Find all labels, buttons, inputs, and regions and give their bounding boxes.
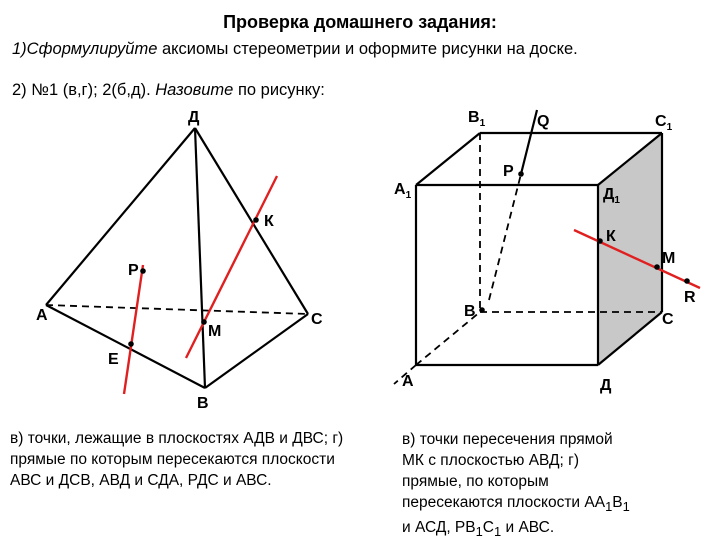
- caption-right-line-3: прямые, по которым: [402, 473, 549, 490]
- cube-label-k: К: [606, 228, 616, 245]
- pyramid-point-e: [128, 341, 134, 347]
- cube-right-face: [598, 133, 662, 365]
- task-1-rest: аксиомы стереометрии и оформите рисунки на доске.: [157, 40, 578, 58]
- cube-label-p: Р: [503, 163, 514, 180]
- cube-point-k: [597, 238, 603, 244]
- pyramid-edge-da: [46, 128, 195, 305]
- cube-label-d1: $Д_1$: [603, 186, 620, 206]
- cube-point-m: [654, 264, 660, 270]
- caption-right-line-4: пересекаются плоскости $АА_1В_1$: [402, 494, 630, 515]
- cube-label-b1: $В_1$: [468, 109, 486, 129]
- pyramid-label-a: А: [36, 307, 48, 324]
- pyramid-edge-ab: [46, 305, 205, 388]
- cube-point-b: [479, 307, 485, 313]
- task-2-italic: Назовите: [155, 81, 234, 99]
- cube-label-c: С: [662, 311, 674, 328]
- cube-line-pq: [521, 110, 537, 174]
- pyramid-points: [128, 217, 259, 347]
- cube-label-m: М: [662, 250, 676, 267]
- pyramid-point-k: [253, 217, 259, 223]
- pyramid-edge-db: [195, 128, 205, 388]
- pyramid-figure: [46, 128, 308, 388]
- task-2-start: 2) №1 (в,г); 2(б,д).: [12, 81, 156, 99]
- cube-label-d: Д: [600, 377, 612, 394]
- cube-label-q: Q: [537, 113, 550, 130]
- page-title: Проверка домашнего задания:: [223, 12, 497, 32]
- pyramid-point-p: [140, 268, 146, 274]
- pyramid-label-e: Е: [108, 351, 119, 368]
- cube-line-pq-hidden: [489, 174, 521, 300]
- cube-label-a1: $А_1$: [394, 181, 412, 201]
- caption-right-line-1: в) точки пересечения прямой: [402, 431, 613, 448]
- cube-label-b: В: [464, 303, 476, 320]
- task-1-italic: 1)Сформулируйте: [12, 40, 158, 58]
- caption-right: [402, 429, 702, 542]
- pyramid-edge-ac-hidden: [46, 305, 308, 314]
- pyramid-point-m: [201, 319, 207, 325]
- pyramid-label-p: Р: [128, 262, 139, 279]
- pyramid-red-line-pe: [124, 265, 143, 394]
- caption-right-line-2: МК с плоскостью АВД; г): [402, 452, 579, 469]
- cube-point-r: [684, 278, 690, 284]
- pyramid-edge-dc: [195, 128, 308, 314]
- pyramid-label-c: С: [311, 311, 323, 328]
- pyramid-labels: [36, 109, 323, 412]
- cube-label-c1: $С_1$: [655, 113, 673, 133]
- cube-point-p: [518, 171, 524, 177]
- pyramid-label-d: Д: [188, 109, 200, 126]
- pyramid-label-m: М: [208, 323, 222, 340]
- pyramid-label-b: В: [197, 395, 209, 412]
- caption-right-line-5: и АСД, $РВ_1С_1$ и АВС.: [402, 519, 555, 540]
- cube-label-r: R: [684, 289, 696, 306]
- cube-edge-a1-b1: [416, 133, 480, 185]
- caption-left: в) точки, лежащие в плоскостях АДВ и ДВС; г) прямые по которым пересекаются плоскости АВС и ДСВ, АВД и СДА, РДС и АВС.: [10, 430, 344, 489]
- cube-label-a: А: [402, 373, 414, 390]
- task-2-end: по рисунку:: [233, 81, 325, 99]
- pyramid-label-k: К: [264, 213, 274, 230]
